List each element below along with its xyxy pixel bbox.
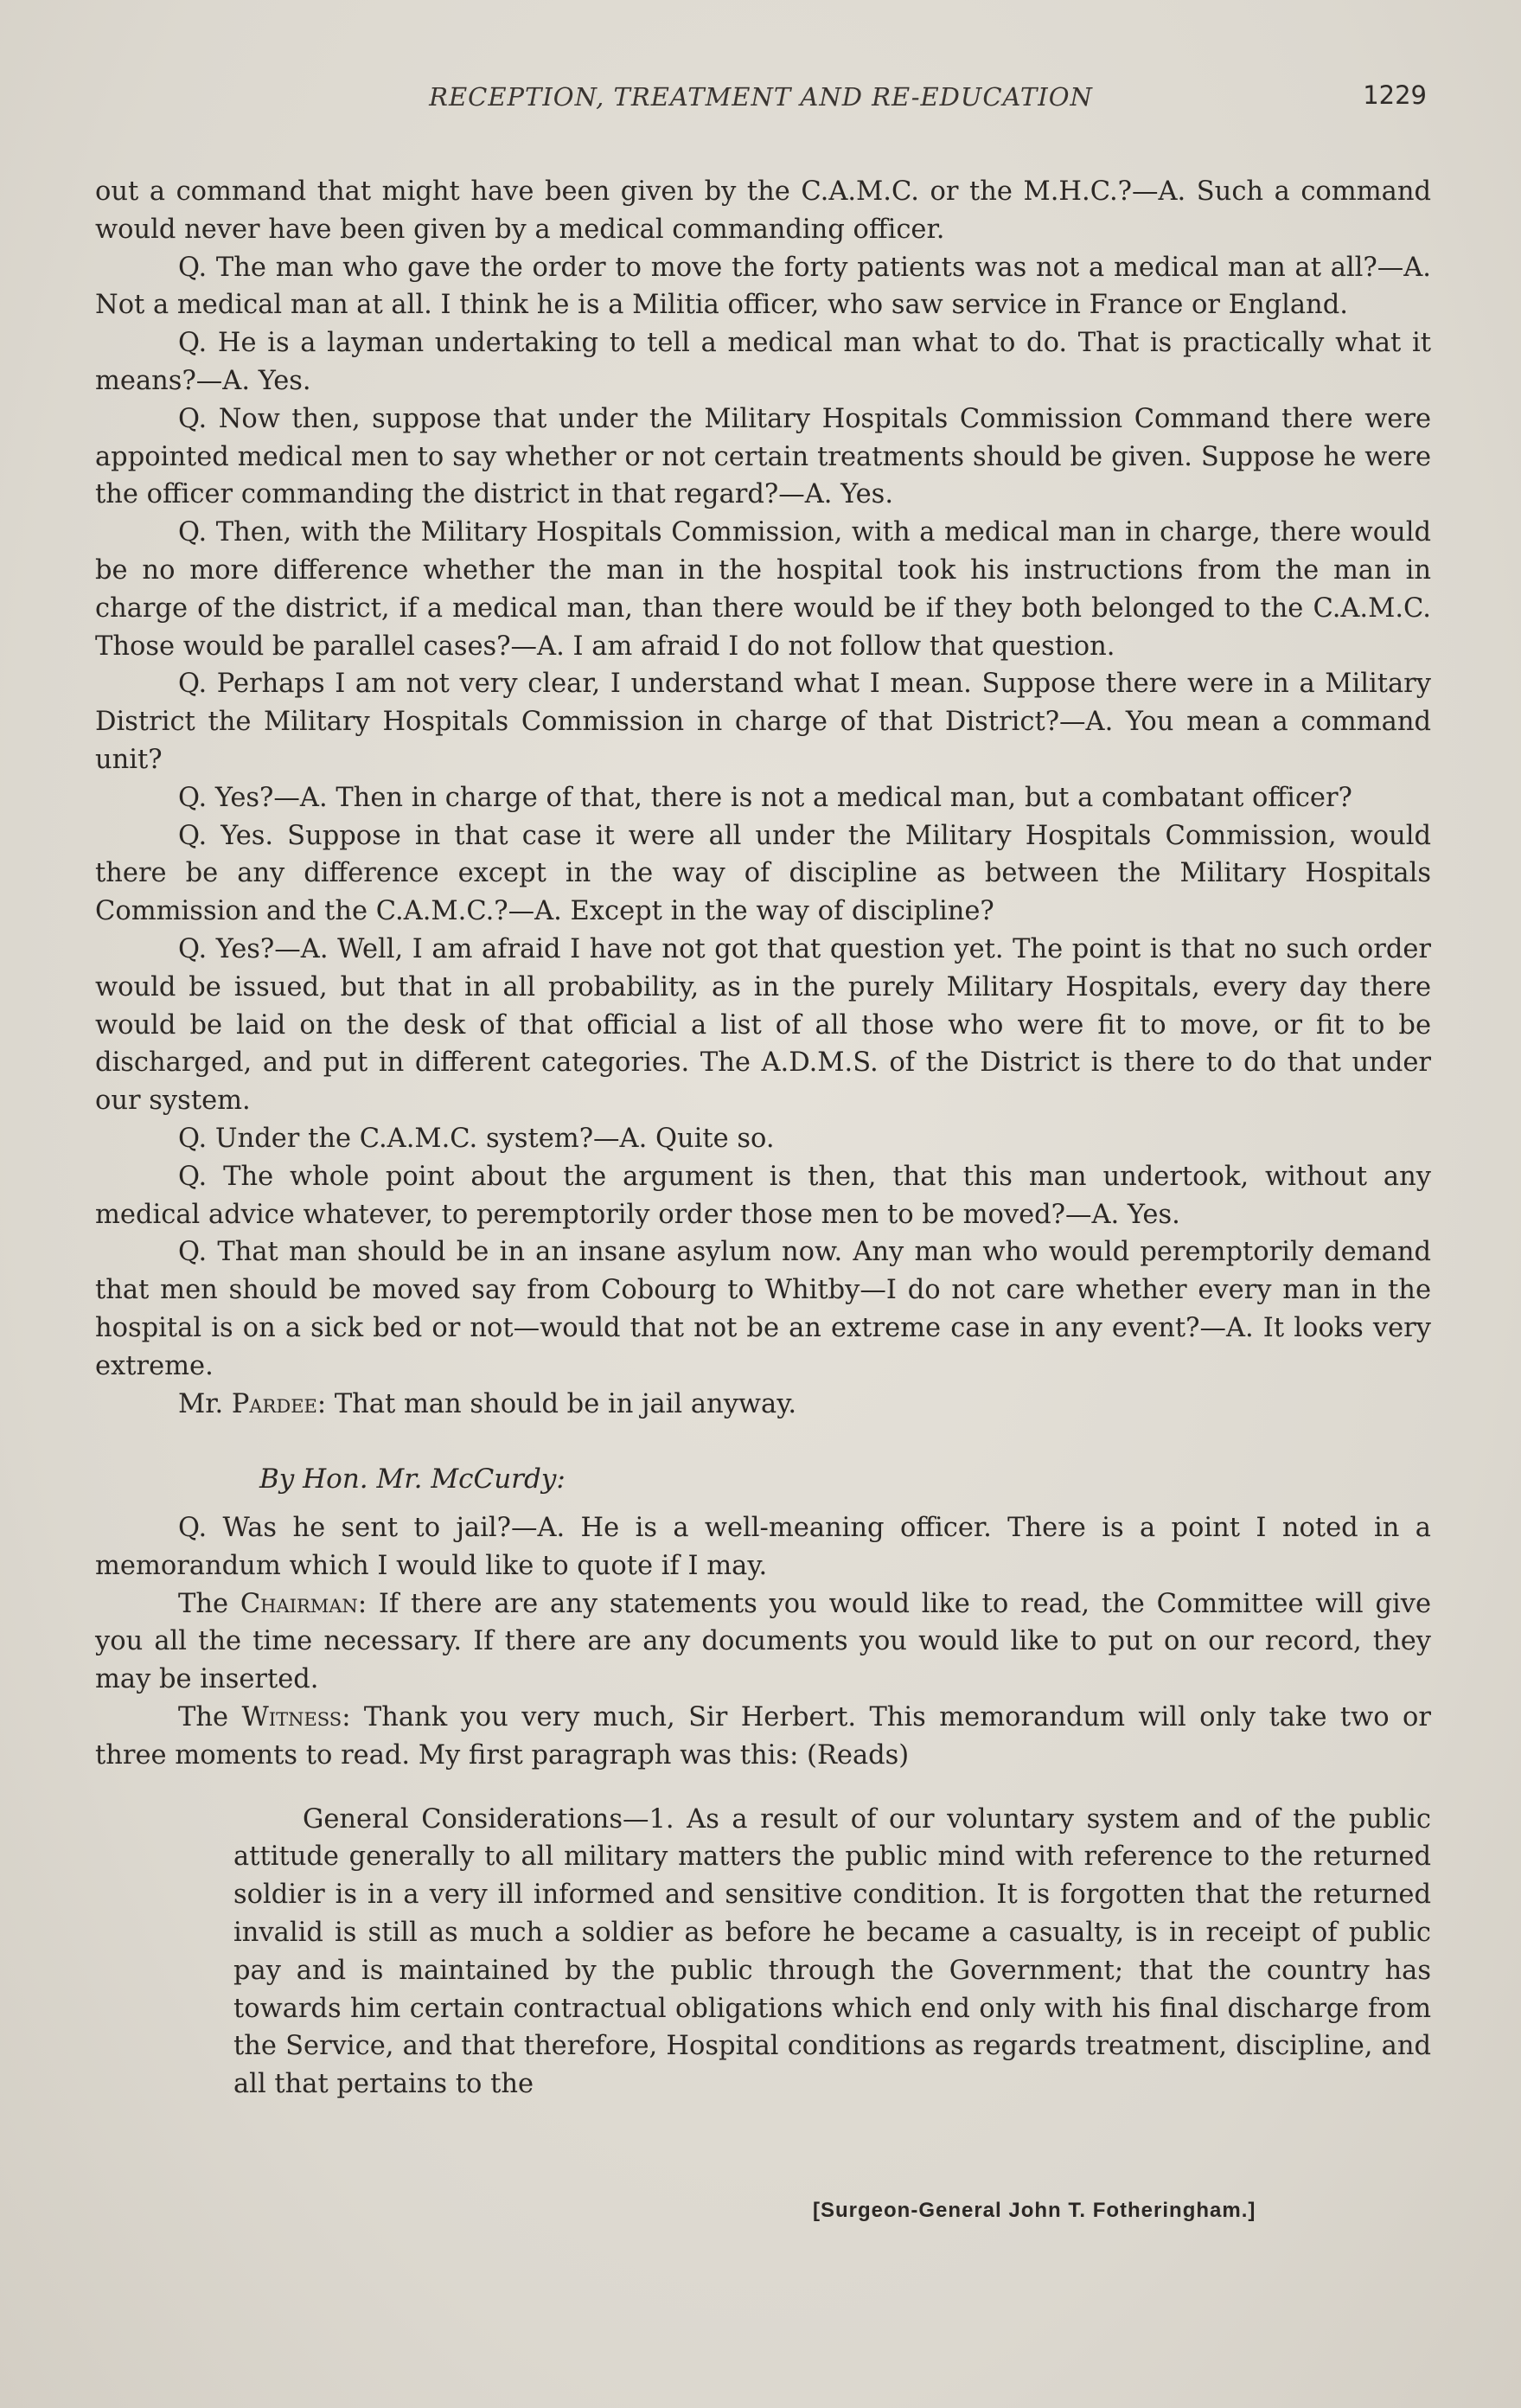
speaker-text: : That man should be in jail anyway. <box>316 1388 797 1419</box>
speaker-name: Chairman <box>240 1588 358 1619</box>
speaker-paragraph-pardee <box>95 1386 1431 1424</box>
paragraph: Q. He is a layman undertaking to tell a medical man what to do. That is practically what it means?—A. Yes. <box>95 328 1431 396</box>
page-number: 1229 <box>1363 80 1427 110</box>
speaker-text: : Thank you very much, Sir Herbert. This memorandum will only take two or three moments to read. My first paragraph was this: (Reads) <box>95 1702 1431 1771</box>
paragraph: Q. Yes. Suppose in that case it were all under the Military Hospitals Commission, would there be any difference except in the way of discipline as between the Military Hospitals Commission and the C.A.M.C.?—A. Except in the way of discipline? <box>95 820 1431 927</box>
speaker-prefix: Mr. <box>178 1388 232 1419</box>
running-head-title: RECEPTION, TREATMENT AND RE-EDUCATION <box>429 82 1093 112</box>
paragraph: Q. Now then, suppose that under the Military Hospitals Commission Command there were appointed medical men to say whether or not certain treatments should be given. Suppose he were the officer commanding the district in that regard?—A. Yes. <box>95 403 1431 510</box>
section-subhead: By Hon. Mr. McCurdy: <box>259 1463 566 1495</box>
paragraph: Q. Yes?—A. Then in charge of that, there is not a medical man, but a combatant officer? <box>178 782 1352 813</box>
speaker-name: Pardee <box>231 1388 317 1419</box>
paragraph: Q. The whole point about the argument is then, that this man undertook, without any medical advice whatever, to peremptorily order those men to be moved?—A. Yes. <box>95 1161 1431 1230</box>
memorandum-quote <box>233 1801 1431 2104</box>
witness-signature: [Surgeon-General John T. Fotheringham.] <box>813 2199 1256 2222</box>
paragraph: out a command that might have been given by the C.A.M.C. or the M.H.C.?—A. Such a command would never have been given by a medical commanding officer. <box>95 176 1431 245</box>
paragraph: Q. Under the C.A.M.C. system?—A. Quite so. <box>178 1123 775 1154</box>
speaker-prefix: The <box>178 1588 240 1619</box>
speaker-paragraph-witness <box>95 1699 1431 1775</box>
paragraph: Q. That man should be in an insane asylum now. Any man who would peremptorily demand that men should be moved say from Cobourg to Whitby—I do not care whether every man in the hospital is on a sick bed or not—would that not be an extreme case in any event?—A. It looks very extreme. <box>95 1237 1431 1381</box>
paragraph: Q. The man who gave the order to move the forty patients was not a medical man at all?—A. Not a medical man at all. I think he is a Militia officer, who saw service in France or England. <box>95 252 1431 321</box>
paragraph: Q. Yes?—A. Well, I am afraid I have not got that question yet. The point is that no such order would be issued, but that in all probability, as in the purely Military Hospitals, every day there would be laid on the desk of that official a list of all those who were fit to move, or fit to be discharged, and put in different categories. The A.D.M.S. of the District is there to do that under our system. <box>95 933 1431 1117</box>
paragraph: Q. Then, with the Military Hospitals Commission, with a medical man in charge, there would be no more difference whether the man in the hospital took his instructions from the man in charge of the district, if a medical man, than there would be if they both belonged to the C.A.M.C. Those would be parallel cases?—A. I am afraid I do not follow that question. <box>95 517 1431 662</box>
paragraph: Q. Perhaps I am not very clear, I understand what I mean. Suppose there were in a Military District the Military Hospitals Commission in charge of that District?—A. You mean a command unit? <box>95 669 1431 775</box>
speaker-name: Witness <box>241 1702 342 1733</box>
body-text <box>95 173 1431 2104</box>
quote-paragraph: General Considerations—1. As a result of our voluntary system and of the public attitude generally to all military matters the public mind with reference to the returned soldier is in a very ill informed and sensitive condition. It is forgotten that the returned invalid is still as much a soldier as before he became a casualty, is in receipt of public pay and is maintained by the public through the Government; that the country has towards him certain contractual obligations which end only with his final discharge from the Service, and that therefore, Hospital conditions as regards treatment, discipline, and all that pertains to the <box>233 1803 1431 2100</box>
running-head <box>95 82 1427 125</box>
speaker-paragraph-chairman <box>95 1585 1431 1699</box>
paragraph: Q. Was he sent to jail?—A. He is a well-meaning officer. There is a point I noted in a memorandum which I would like to quote if I may. <box>95 1513 1431 1581</box>
speaker-prefix: The <box>178 1702 242 1733</box>
speaker-text: : If there are any statements you would like to read, the Committee will give you all the time necessary. If there are any documents you would like to put on our record, they may be inserted. <box>95 1588 1432 1695</box>
